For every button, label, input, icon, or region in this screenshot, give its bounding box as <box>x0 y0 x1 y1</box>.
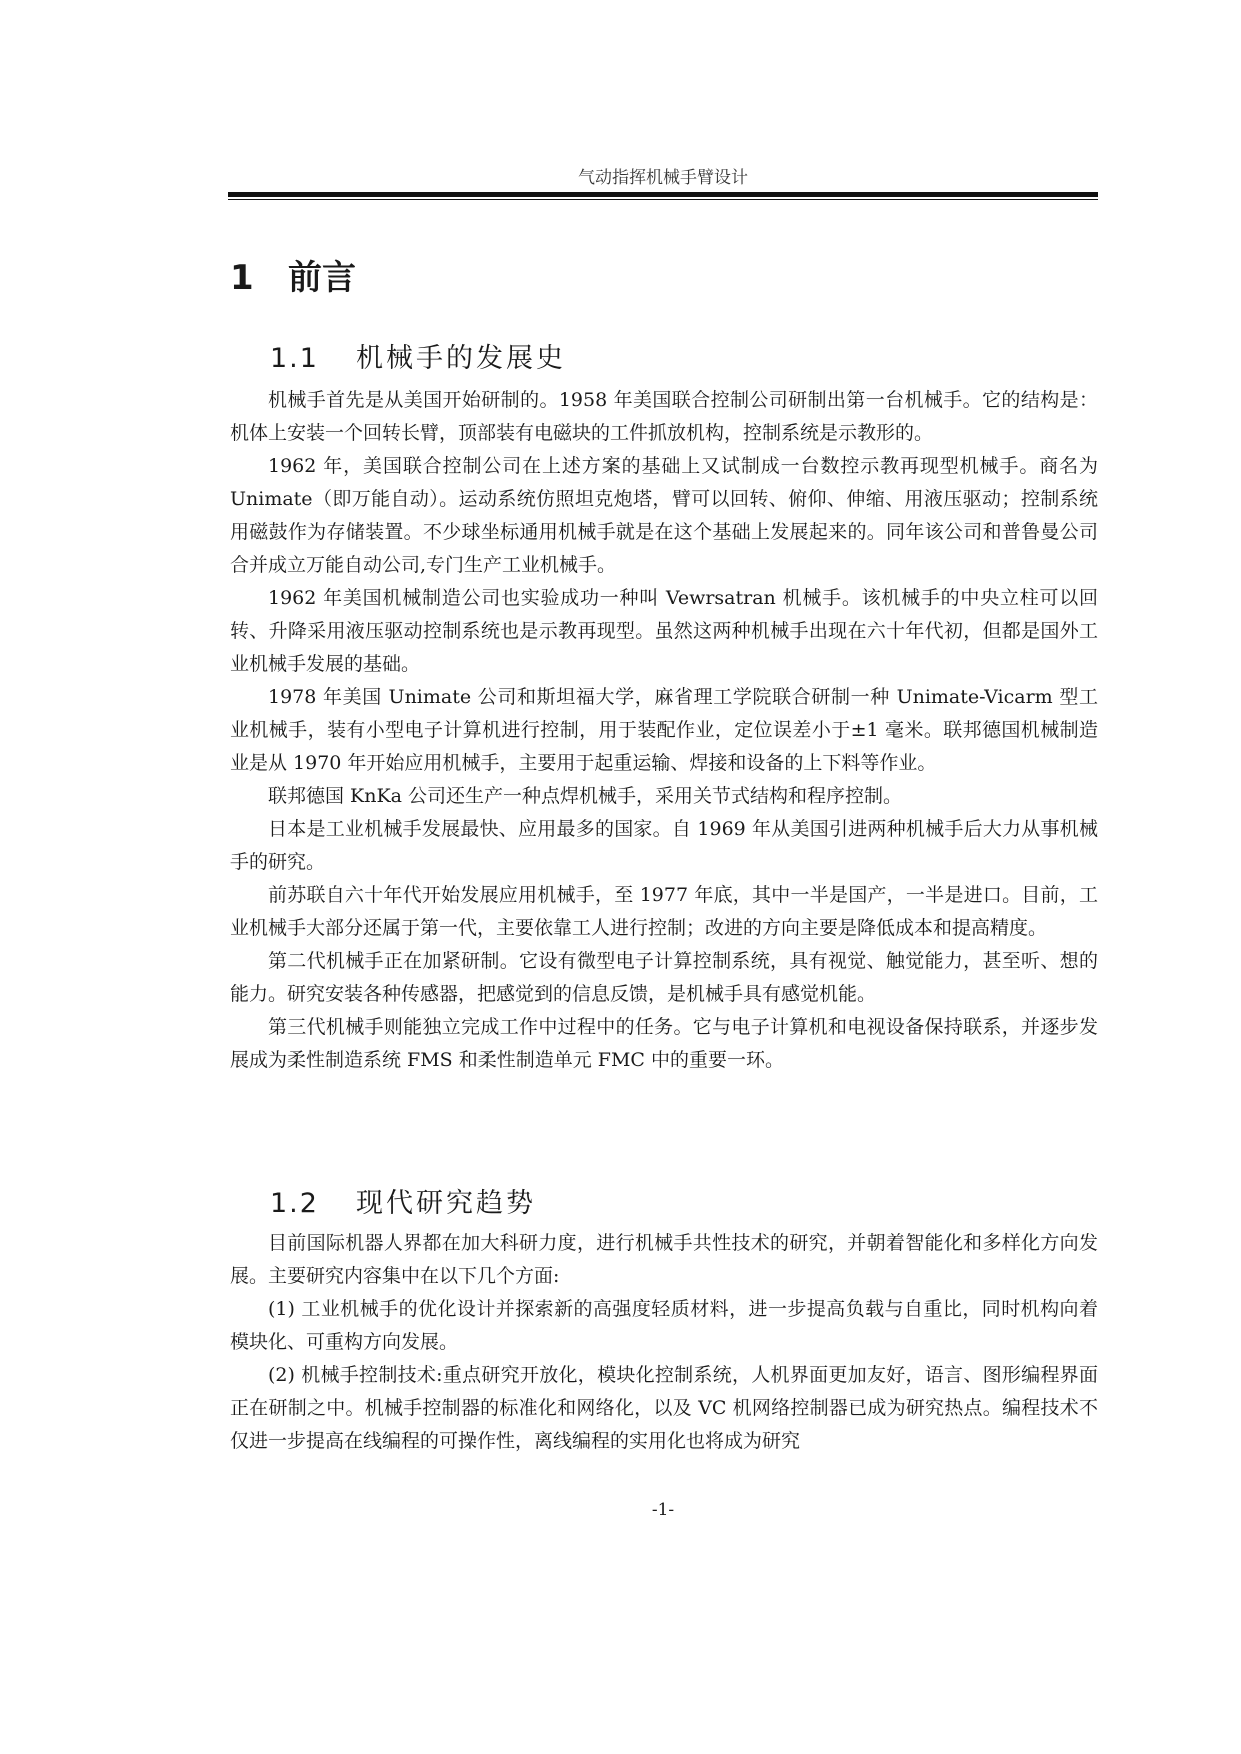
section-number: 1.1 <box>270 343 319 374</box>
paragraph: 前苏联自六十年代开始发展应用机械手，至 1977 年底，其中一半是国产，一半是进口。目前，工业机械手大部分还属于第一代，主要依靠工人进行控制；改进的方向主要是降低成本和提高精度。 <box>230 884 1098 939</box>
paragraph: 第二代机械手正在加紧研制。它设有微型电子计算控制系统，具有视觉、触觉能力，甚至听、想的能力。研究安装各种传感器，把感觉到的信息反馈，是机械手具有感觉机能。 <box>230 950 1098 1005</box>
paragraph: (2) 机械手控制技术:重点研究开放化，模块化控制系统，人机界面更加友好，语言、图形编程界面正在研制之中。机械手控制器的标准化和网络化，以及 VC 机网络控制器已成为研究热点。编程技术不仅进一步提高在线编程的可操作性，离线编程的实用化也将成为研究 <box>230 1364 1098 1452</box>
running-header: 气动指挥机械手臂设计 <box>578 168 748 188</box>
section-heading-1-2 <box>270 1181 536 1220</box>
section-heading-1-1 <box>270 336 566 375</box>
paragraph: 联邦德国 KnKa 公司还生产一种点焊机械手，采用关节式结构和程序控制。 <box>268 785 903 807</box>
paragraph: 1962 年，美国联合控制公司在上述方案的基础上又试制成一台数控示教再现型机械手。商名为 Unimate（即万能自动）。运动系统仿照坦克炮塔，臂可以回转、俯仰、伸缩、用液压驱动；控制系统用磁鼓作为存储装置。不少球坐标通用机械手就是在这个基础上发展起来的。同年该公司和普鲁曼公司合并成立万能自动公司,专门生产工业机械手。 <box>230 455 1098 576</box>
paragraph: 第三代机械手则能独立完成工作中过程中的任务。它与电子计算机和电视设备保持联系，并逐步发展成为柔性制造系统 FMS 和柔性制造单元 FMC 中的重要一环。 <box>230 1016 1098 1071</box>
section-title: 现代研究趋势 <box>356 1188 536 1219</box>
section-1-2-body <box>230 1227 1098 1458</box>
section-1-1-body <box>230 384 1098 1077</box>
chapter-heading <box>230 250 356 299</box>
paragraph: 日本是工业机械手发展最快、应用最多的国家。自 1969 年从美国引进两种机械手后大力从事机械手的研究。 <box>230 818 1098 873</box>
paragraph: 1962 年美国机械制造公司也实验成功一种叫 Vewrsatran 机械手。该机械手的中央立柱可以回转、升降采用液压驱动控制系统也是示教再现型。虽然这两种机械手出现在六十年代初，但都是国外工业机械手发展的基础。 <box>230 587 1098 675</box>
paragraph: 目前国际机器人界都在加大科研力度，进行机械手共性技术的研究，并朝着智能化和多样化方向发展。主要研究内容集中在以下几个方面: <box>230 1232 1098 1287</box>
chapter-title: 前言 <box>288 258 356 298</box>
paragraph: 机械手首先是从美国开始研制的。1958 年美国联合控制公司研制出第一台机械手。它的结构是：机体上安装一个回转长臂，顶部装有电磁块的工件抓放机构，控制系统是示教形的。 <box>230 389 1098 444</box>
header-rule-thick <box>228 192 1098 197</box>
section-number: 1.2 <box>270 1188 319 1219</box>
page-number: -1- <box>651 1500 675 1520</box>
paragraph: 1978 年美国 Unimate 公司和斯坦福大学，麻省理工学院联合研制一种 Unimate-Vicarm 型工业机械手，装有小型电子计算机进行控制，用于装配作业，定位误差小于±1 毫米。联邦德国机械制造业是从 1970 年开始应用机械手，主要用于起重运输、焊接和设备的上下料等作业。 <box>230 686 1098 774</box>
section-title: 机械手的发展史 <box>356 343 566 374</box>
chapter-number: 1 <box>230 258 254 298</box>
header-rule-thin <box>228 199 1098 200</box>
paragraph: (1) 工业机械手的优化设计并探索新的高强度轻质材料，进一步提高负载与自重比，同时机构向着模块化、可重构方向发展。 <box>230 1298 1098 1353</box>
